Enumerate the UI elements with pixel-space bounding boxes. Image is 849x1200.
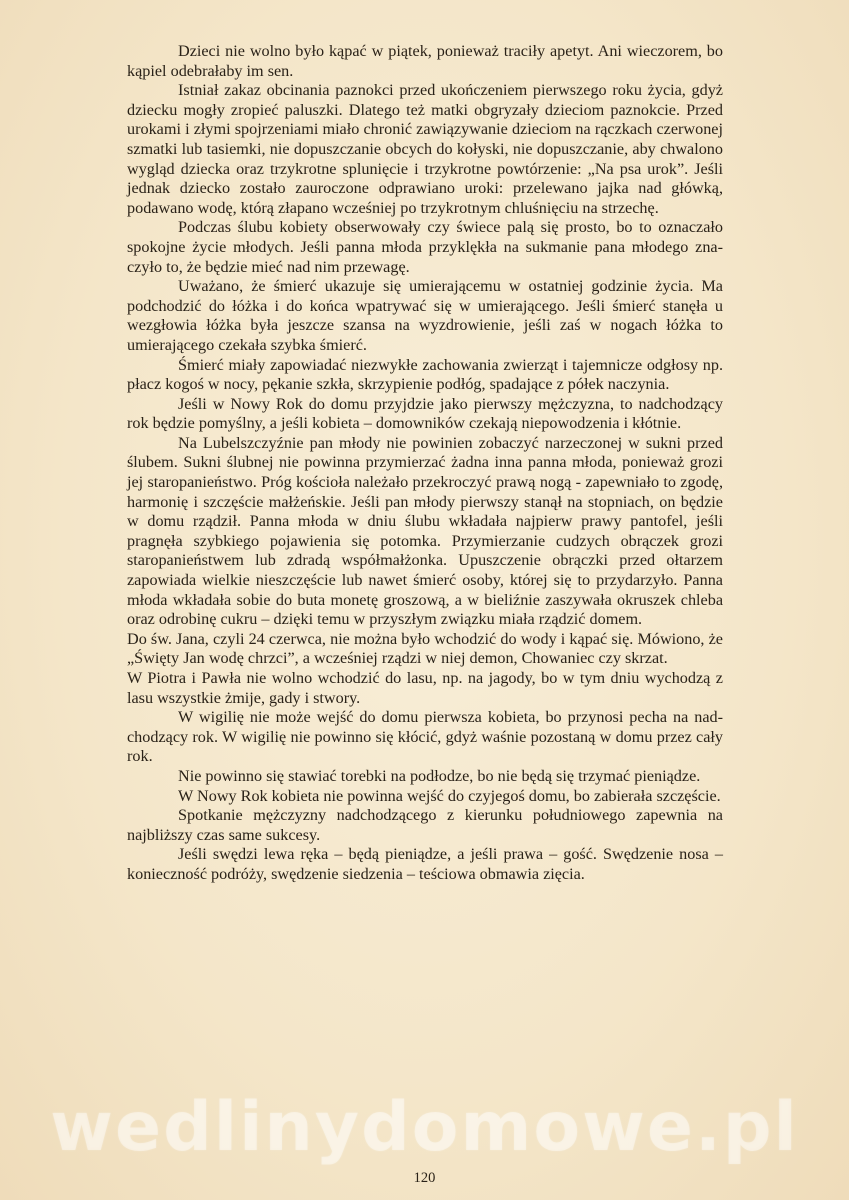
paragraph: Do św. Jana, czyli 24 czerwca, nie można było wchodzić do wody i kąpać się. Mówiono, że „Święty Jan wodę chrzci”, a wcześniej rządzi w niej demon, Chowaniec czy skrzat.: [127, 629, 723, 668]
paragraph: Podczas ślubu kobiety obserwowały czy świece palą się prosto, bo to oznaczało spokojne życie młodych. Jeśli panna młoda przyklękła na sukmanie pana młodego znaczyło to, że będzie mieć nad nim przewagę.: [127, 218, 723, 276]
paragraph: Śmierć miały zapowiadać niezwykłe zachowania zwierząt i tajemnicze odgłosy np. płacz kogoś w nocy, pękanie szkła, skrzypienie podłóg, spadające z półek naczynia.: [127, 355, 723, 394]
paragraph: W wigilię nie może wejść do domu pierwsza kobieta, bo przynosi pecha na nadchodzący rok. W wigilię nie powinno się kłócić, gdyż waśnie pozostaną w domu przez cały rok.: [127, 708, 723, 766]
paragraph: Nie powinno się stawiać torebki na podłodze, bo nie będą się trzymać pieniądze.: [178, 766, 701, 785]
watermark: wedlinydomowe.pl: [50, 1088, 799, 1167]
paragraph: W Nowy Rok kobieta nie powinna wejść do czyjegoś domu, bo zabierała szczęście.: [178, 786, 721, 805]
paragraph: Jeśli w Nowy Rok do domu przyjdzie jako pierwszy mężczyzna, to nadchodzący rok będzie pomyślny, a jeśli kobieta – domowników czekają niepowodzenia i kłótnie.: [127, 394, 723, 433]
paragraph: Spotkanie mężczyzny nadchodzącego z kierunku południowego zapewnia na najbliższy czas same sukcesy.: [127, 806, 723, 844]
paragraph: Jeśli swędzi lewa ręka – będą pieniądze, a jeśli prawa – gość. Swędzenie nosa – konieczność podróży, swędzenie siedzenia – teściowa obmawia zięcia.: [127, 845, 723, 883]
paragraph: Uważano, że śmierć ukazuje się umierającemu w ostatniej godzinie życia. Ma podchodzić do łóżka i do końca wpatrywać się w umierającego. Jeśli śmierć stanęła u wezgłowia łóżka była jeszcze szansa na wyzdrowienie, jeśli zaś w nogach łóżka to umierającego czekała szybka śmierć.: [127, 277, 723, 354]
paragraph: W Piotra i Pawła nie wolno wchodzić do lasu, np. na jagody, bo w tym dniu wychodzą z lasu wszystkie żmije, gady i stwory.: [127, 669, 723, 707]
paragraph: Dzieci nie wolno było kąpać w piątek, ponieważ traciły apetyt. Ani wieczorem, bo kąpiel odebrałaby im sen.: [127, 42, 723, 80]
page-number: 120: [413, 1170, 436, 1186]
paragraph: Na Lubelszczyźnie pan młody nie powinien zobaczyć narzeczonej w sukni przed ślubem. Sukni ślubnej nie powinna przymierzać żadna inna panna młoda, ponieważ grozi jej staropanieństwo. Próg kościoła należało przekroczyć prawą nogą - zapewniało to zgodę, harmonię i szczęście małżeńskie. Jeśli pan młody pierwszy stanął na stopniach, on będzie w domu rządził. Panna młoda w dniu ślubu wkładała najpierw prawy pantofel, jeśli pragnęła szybkiego pojawienia się potomka. Przymierzanie cudzych obrączek grozi staropanieństwem lub zdradą współmałżonka. Upuszczenie obrączki przed ołtarzem zapowiada wielkie nieszczęście lub nawet śmierć osoby, której się to przydarzyło. Panna młoda wkładała sobie do buta monetę groszową, a w bieliźnie zaszywała okruszek chleba oraz odrobinę cukru – dzięki temu w przyszłym związku miała rządzić domem.: [127, 433, 723, 629]
body-text: [127, 42, 723, 885]
paragraph: Istniał zakaz obcinania paznokci przed ukończeniem pierwszego roku życia, gdyż dziecku mogły zropieć paluszki. Dlatego też matki obgryzały dzieciom paznokcie. Przed urokami i złymi spojrzeniami miało chronić zawiązywanie dzieciom na rączkach czerwonej szmatki lub tasiemki, nie dopuszczanie obcych do kołyski, nie dopuszczanie, aby chwalono wygląd dziecka oraz trzykrotne splunięcie i trzykrotne powtórzenie: „Na psa urok”. Jeśli jednak dziecko zostało zauroczone odprawiano uroki: przelewano jajka nad główką, podawano wodę, którą złapano wcześniej po trzykrotnym chluśnięciu na strzechę.: [127, 81, 723, 217]
